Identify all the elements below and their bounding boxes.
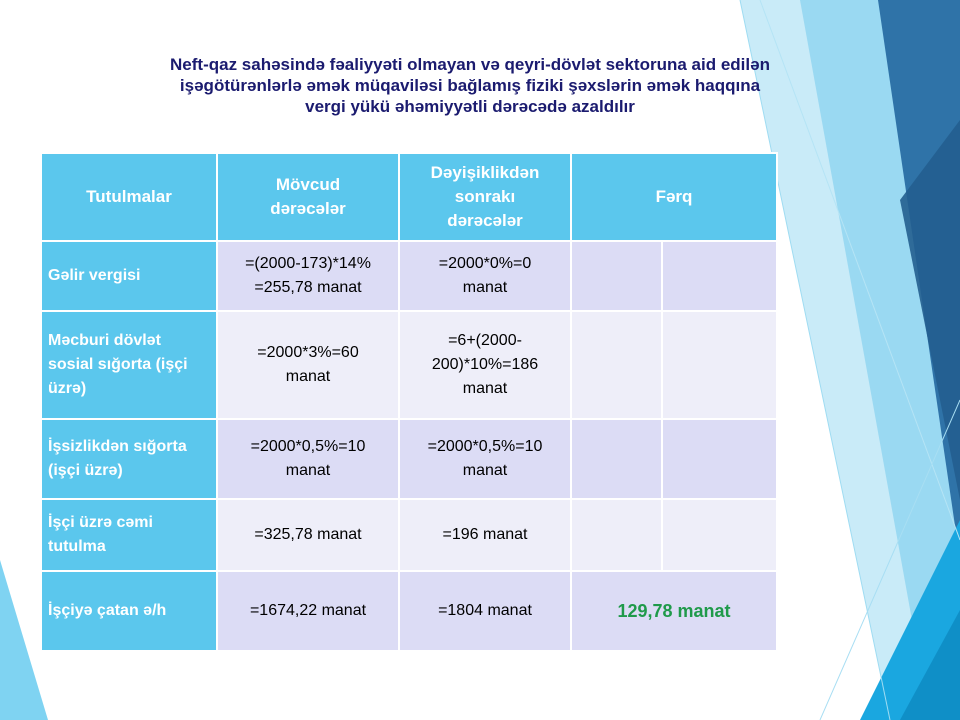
row-label: İşsizlikdən sığorta (işçi üzrə): [41, 419, 217, 499]
row-label: Gəlir vergisi: [41, 241, 217, 311]
slide-title: [40, 54, 900, 117]
table-row: [41, 241, 777, 311]
row-label: İşçiyə çatan ə/h: [41, 571, 217, 651]
table-row-total: [41, 571, 777, 651]
title-line-2: işəgötürənlərlə əmək müqaviləsi bağlamış fiziki şəxslərin əmək haqqına: [179, 76, 761, 95]
table-row: [41, 311, 777, 419]
new-rate-cell: =6+(2000- 200)*10%=186 manat: [399, 311, 571, 419]
difference-cell-b: [662, 241, 777, 311]
table-header-row: [41, 153, 777, 241]
tax-comparison-table: [40, 152, 778, 652]
difference-cell-b: [662, 311, 777, 419]
difference-cell-a: [571, 241, 662, 311]
header-tutulmalar: Tutulmalar: [41, 153, 217, 241]
difference-cell-a: [571, 311, 662, 419]
header-difference: Fərq: [571, 153, 777, 241]
new-rate-cell: =196 manat: [399, 499, 571, 571]
new-rate-cell: =2000*0%=0 manat: [399, 241, 571, 311]
row-label: Məcburi dövlət sosial sığorta (işçi üzrə): [41, 311, 217, 419]
row-label: İşçi üzrə cəmi tutulma: [41, 499, 217, 571]
current-rate-cell: =2000*0,5%=10 manat: [217, 419, 399, 499]
new-rate-cell: =1804 manat: [399, 571, 571, 651]
current-rate-cell: =2000*3%=60 manat: [217, 311, 399, 419]
table-row: [41, 499, 777, 571]
new-rate-cell: =2000*0,5%=10 manat: [399, 419, 571, 499]
header-current-rates: Mövcud dərəcələr: [217, 153, 399, 241]
current-rate-cell: =1674,22 manat: [217, 571, 399, 651]
difference-cell-b: [662, 419, 777, 499]
difference-value: 129,78 manat: [571, 571, 777, 651]
difference-cell-b: [662, 499, 777, 571]
difference-cell-a: [571, 419, 662, 499]
table-row: [41, 419, 777, 499]
current-rate-cell: =325,78 manat: [217, 499, 399, 571]
title-line-1: Neft-qaz sahəsində fəaliyyəti olmayan və qeyri-dövlət sektoruna aid edilən: [170, 55, 770, 74]
difference-cell-a: [571, 499, 662, 571]
header-new-rates: Dəyişiklikdən sonrakı dərəcələr: [399, 153, 571, 241]
title-line-3: vergi yükü əhəmiyyətli dərəcədə azaldılır: [305, 97, 635, 116]
current-rate-cell: =(2000-173)*14% =255,78 manat: [217, 241, 399, 311]
